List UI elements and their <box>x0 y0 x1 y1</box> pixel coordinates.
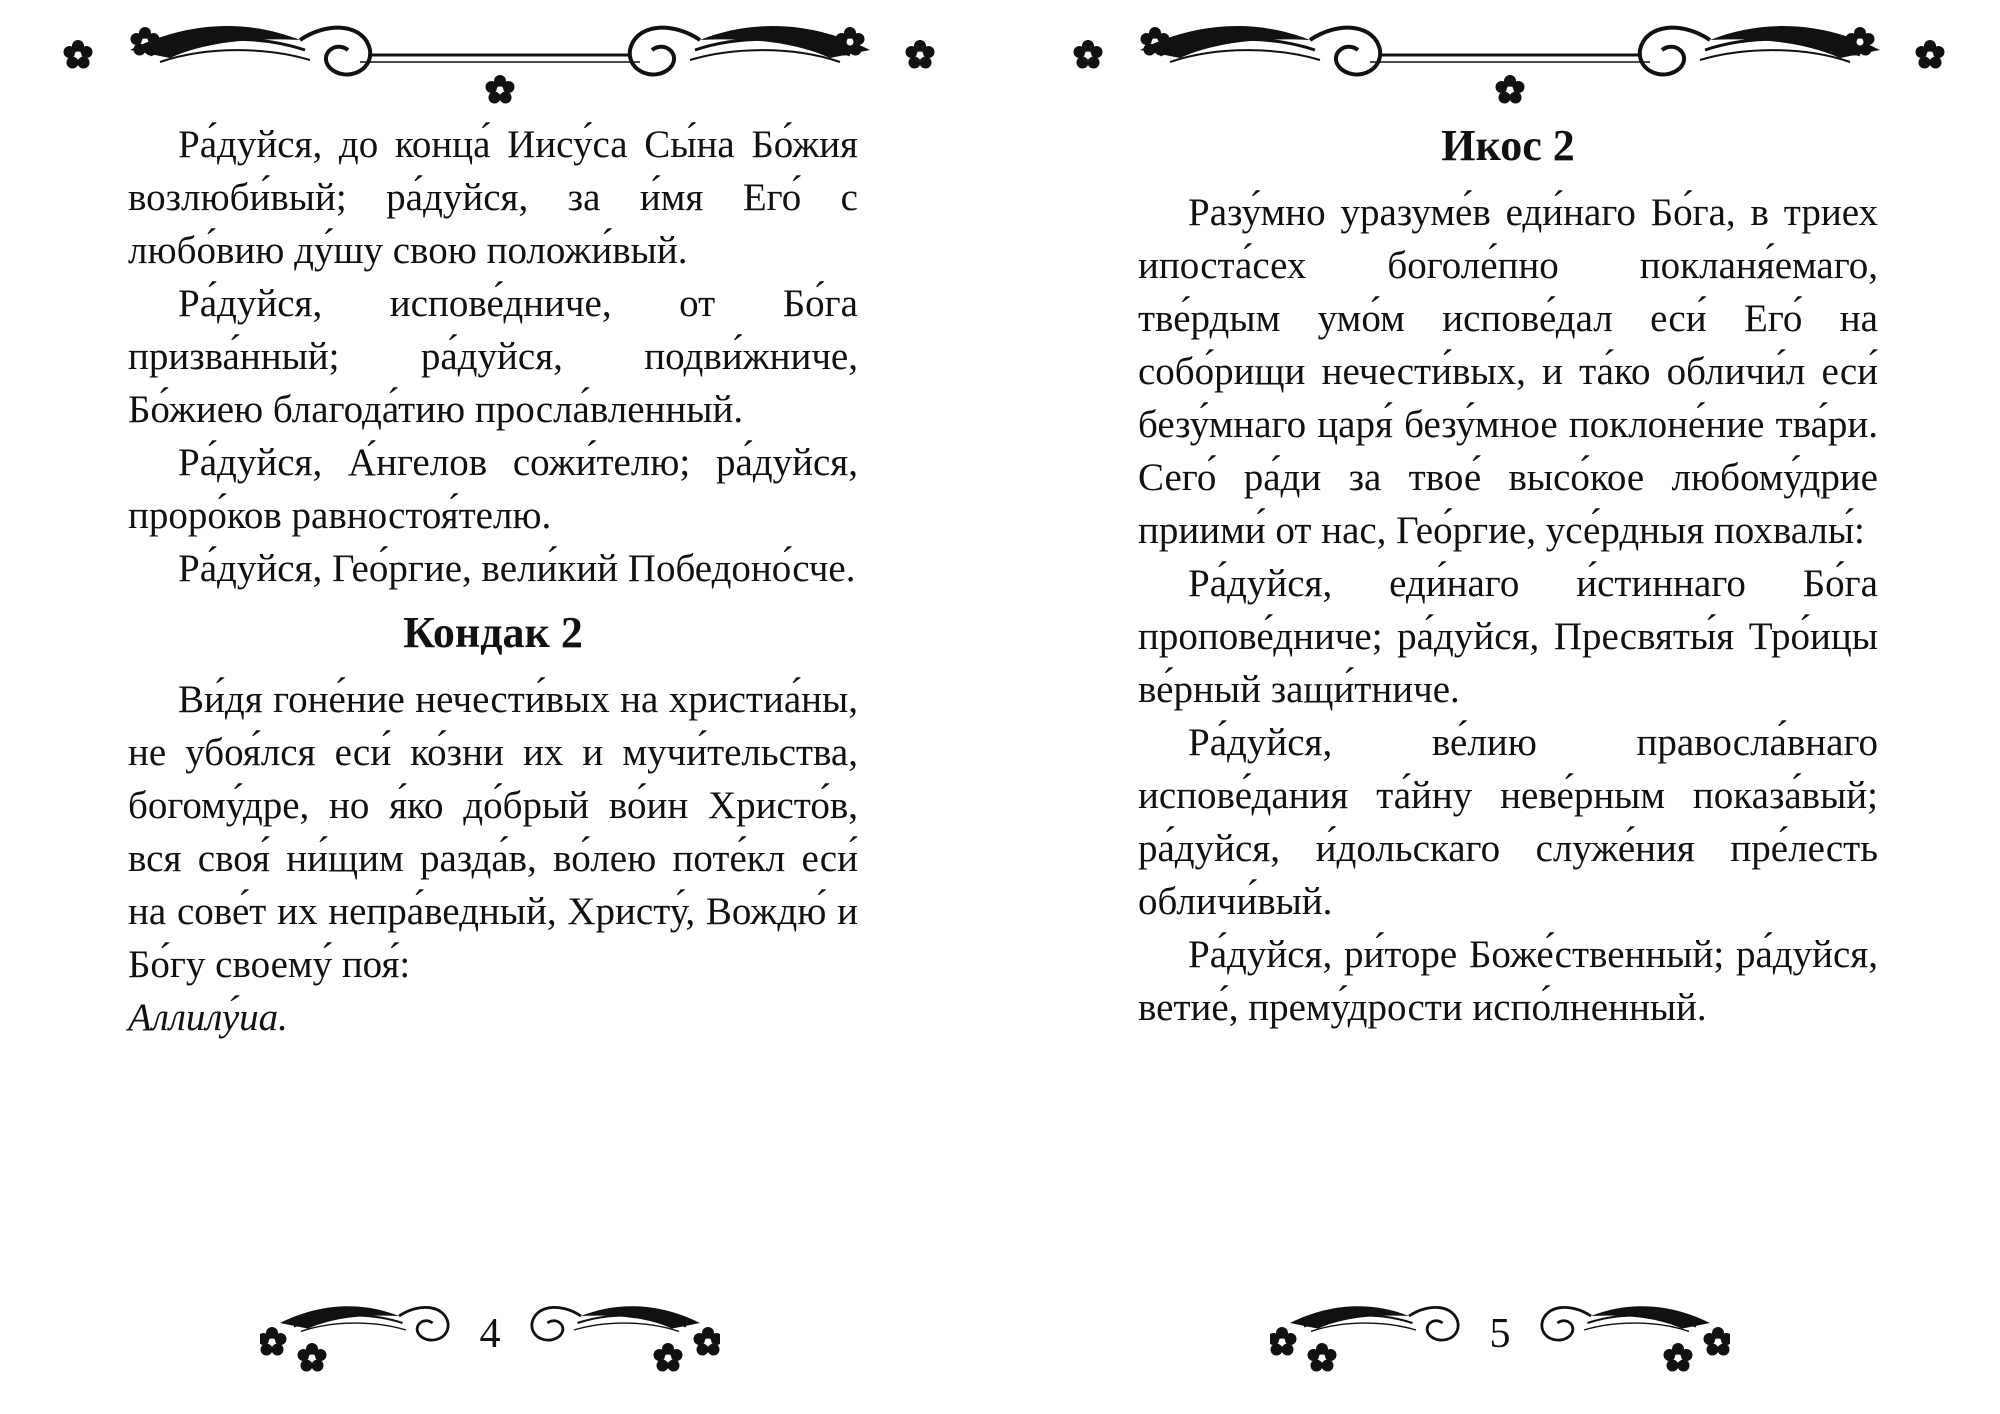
top-ornament <box>1070 10 1950 110</box>
paragraph-3: Ра́дуйся, ри́торе Боже́ственный; ра́дуйся, ветие́, прему́дрости испо́лненный. <box>1138 933 1878 1029</box>
right-page <box>1000 0 2000 1414</box>
page-number: 5 <box>1489 1311 1511 1357</box>
paragraph-4: Ра́дуйся, Гео́ргие, вели́кий Победоно́сче. <box>178 547 856 590</box>
paragraph-1: Ра́дуйся, еди́наго и́стиннаго Бо́га пропове́дниче; ра́дуйся, Пресвяты́я Тро́ицы ве́рный защи́тниче. <box>1138 562 1878 711</box>
section-heading-ikos: Икос 2 <box>1441 121 1575 170</box>
ikos-text: Разу́мно уразуме́в еди́наго Бо́га, в триех ипоста́сех боголе́пно покланя́емаго, тве́рдым умо́м испове́дал еси́ Его́ на собо́рищи нечести́вых, и та́ко обличи́л еси́ безу́мнаго царя́ безу́мное поклоне́ние тва́ри. Сего́ ра́ди за твое́ высо́кое любому́дрие приими́ от нас, Гео́ргие, усе́рдныя похвалы́: <box>1138 191 1878 552</box>
bottom-ornament <box>1270 1300 1730 1375</box>
bottom-ornament <box>260 1300 720 1375</box>
top-ornament <box>60 10 940 110</box>
kondak-text: Ви́дя гоне́ние нечести́вых на христиа́ны, не убоя́лся еси́ ко́зни их и мучи́тельства, богому́дре, но я́ко до́брый во́ин Христо́в, вся своя́ ни́щим разда́в, во́лею поте́кл еси́ на сове́т их непра́ведный, Христу́, Вождю́ и Бо́гу своему́ поя́: <box>128 678 858 986</box>
alleluia-text: Аллилу́иа. <box>128 996 288 1039</box>
paragraph-3: Ра́дуйся, А́нгелов сожи́телю; ра́дуйся, проро́ков равностоя́телю. <box>128 441 858 537</box>
page-number: 4 <box>479 1311 501 1357</box>
section-heading-kondak: Кондак 2 <box>403 608 583 657</box>
right-text-block <box>1138 118 1878 1034</box>
paragraph-1: Ра́дуйся, до конца́ Иису́са Сы́на Бо́жия возлюби́вый; ра́дуйся, за и́мя Его́ с любо́вию ду́шу свою положи́вый. <box>128 123 858 272</box>
left-text-block <box>128 118 858 1044</box>
paragraph-2: Ра́дуйся, ве́лию правосла́внаго испове́дания та́йну неве́рным показа́вый; ра́дуйся, и́дольскаго служе́ния пре́лесть обличи́вый. <box>1138 721 1878 923</box>
paragraph-2: Ра́дуйся, испове́дниче, от Бо́га призва́нный; ра́дуйся, подви́жниче, Бо́жиею благода́тию просла́вленный. <box>128 282 858 431</box>
